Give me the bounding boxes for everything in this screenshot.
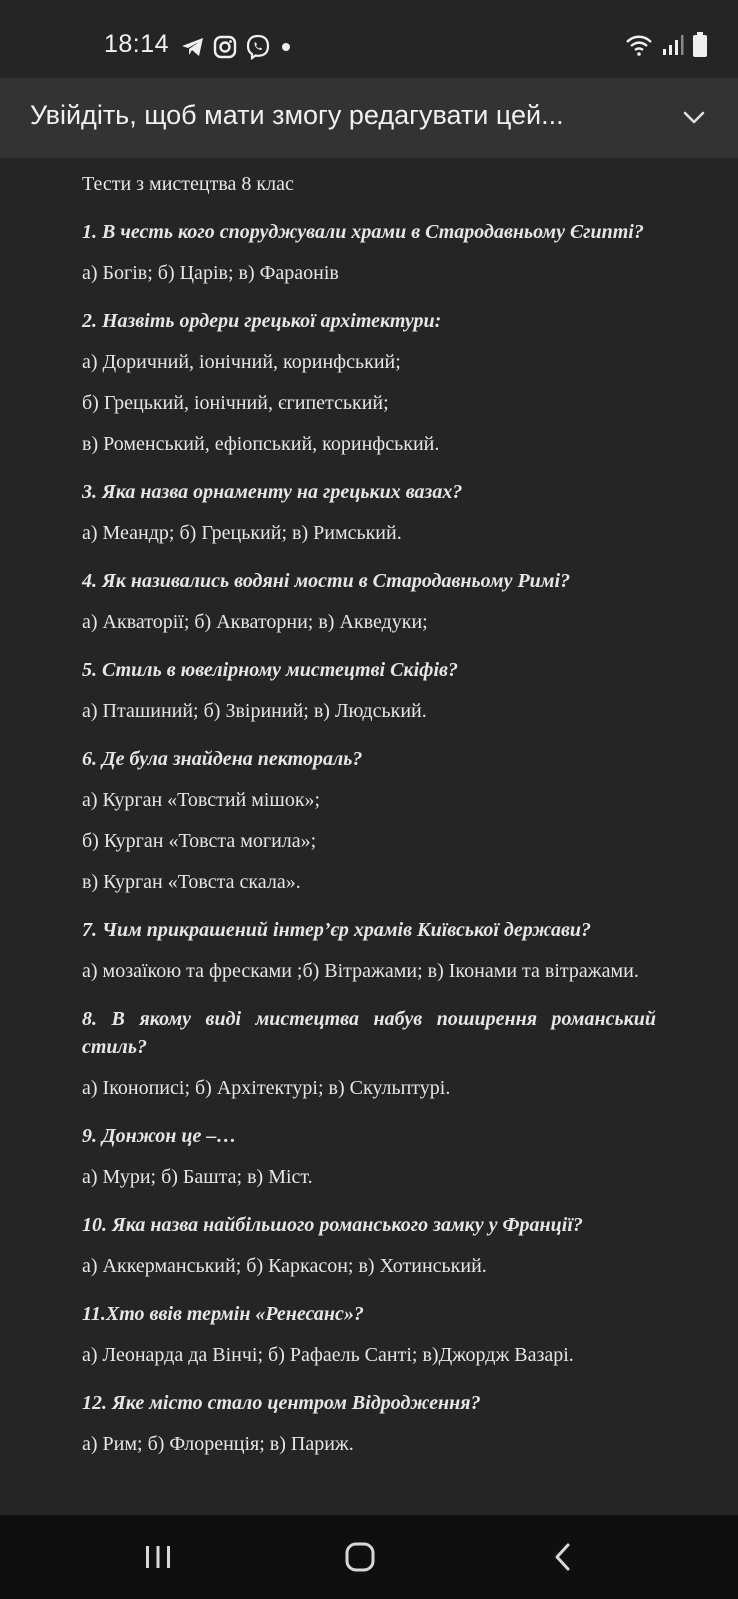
question-text: 3. Яка назва орнаменту на грецьких вазах? (82, 481, 463, 503)
question-text: 6. Де була знайдена пектораль? (82, 748, 363, 770)
recents-button[interactable] (128, 1535, 188, 1579)
answer-options: а) Доричний, іонічний, коринфський; (82, 351, 401, 373)
answer-options: а) Акваторії; б) Акваторни; в) Акведуки; (82, 611, 428, 633)
answer-options: а) Богів; б) Царів; в) Фараонів (82, 262, 339, 284)
document-heading: Тести з мистецтва 8 клас (82, 173, 294, 195)
answer-options: б) Курган «Товста могила»; (82, 830, 317, 852)
answer-options: а) мозаїкою та фресками ;б) Вітражами; в) Іконами та вітражами. (82, 960, 639, 982)
question-text: 1. В честь кого споруджували храми в Стародавньому Єгипті? (82, 221, 644, 243)
banner-title[interactable]: Увійдіть, щоб мати змогу редагувати цей... (30, 100, 564, 130)
back-button[interactable] (533, 1535, 593, 1579)
notification-dot-icon (278, 39, 294, 55)
status-system-icons (624, 32, 708, 62)
answer-options: а) Курган «Товстий мішок»; (82, 789, 321, 811)
status-bar (0, 0, 738, 78)
status-notification-icons (180, 30, 294, 64)
wifi-icon (624, 33, 654, 62)
document-content (82, 158, 656, 1458)
question-text: 10. Яка назва найбільшого романського замку у Франції? (82, 1214, 583, 1236)
sign-in-banner[interactable] (0, 78, 738, 158)
telegram-icon (180, 35, 206, 59)
answer-options: а) Іконописі; б) Архітектурі; в) Скульптурі. (82, 1077, 451, 1099)
answer-options: а) Мури; б) Башта; в) Міст. (82, 1166, 313, 1188)
answer-options: в) Роменський, ефіопський, коринфський. (82, 433, 440, 455)
question-text: 4. Як називались водяні мости в Стародавньому Римі? (82, 570, 571, 592)
signal-icon (662, 34, 684, 61)
viber-icon (244, 33, 272, 61)
question-text: 9. Донжон це –… (82, 1125, 237, 1147)
home-icon (343, 1540, 377, 1574)
question-text: 5. Стиль в ювелірному мистецтві Скіфів? (82, 659, 458, 681)
back-icon (551, 1541, 575, 1573)
answer-options: б) Грецький, іонічний, єгипетський; (82, 392, 389, 414)
question-text: 2. Назвіть ордери грецької архітектури: (82, 310, 442, 332)
question-text: 11.Хто ввів термін «Ренесанс»? (82, 1303, 364, 1325)
question-text: 12. Яке місто стало центром Відродження? (82, 1392, 481, 1414)
instagram-icon (212, 34, 238, 60)
answer-options: а) Аккерманський; б) Каркасон; в) Хотинський. (82, 1255, 487, 1277)
battery-icon (692, 32, 708, 63)
questions-list (82, 218, 656, 1458)
answer-options: в) Курган «Товста скала». (82, 871, 301, 893)
chevron-down-icon (682, 110, 706, 126)
question-text: 8. В якому виді мистецтва набув поширення романський стиль? (82, 1008, 656, 1058)
status-time: 18:14 (104, 30, 170, 58)
question-text: 7. Чим прикрашений інтер’єр храмів Київської держави? (82, 919, 592, 941)
navigation-bar (0, 1515, 738, 1599)
answer-options: а) Пташиний; б) Звіриний; в) Людський. (82, 700, 427, 722)
recents-icon (143, 1543, 173, 1571)
answer-options: а) Рим; б) Флоренція; в) Париж. (82, 1433, 354, 1455)
home-button[interactable] (330, 1535, 390, 1579)
answer-options: а) Меандр; б) Грецький; в) Римський. (82, 522, 402, 544)
answer-options: а) Леонарда да Вінчі; б) Рафаель Санті; в)Джордж Вазарі. (82, 1344, 574, 1366)
expand-button[interactable] (672, 96, 716, 140)
